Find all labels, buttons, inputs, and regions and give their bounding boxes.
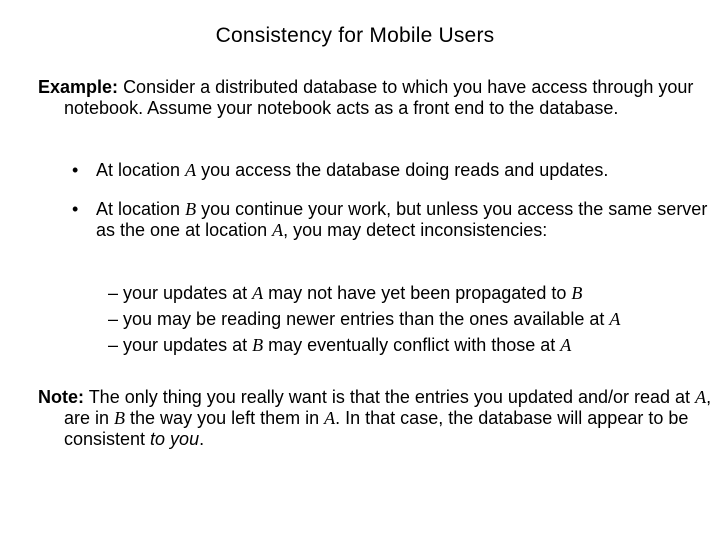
bullet-text: At location [96,160,186,180]
sub-item-text: your updates at [123,335,253,355]
example-lead: Example: [38,77,119,97]
sub-item-text: you may be reading newer entries than the ones available at [123,309,610,329]
sub-item-text: may not have yet been propagated to [263,283,572,303]
bullet-item [72,160,716,181]
location-variable: B [571,283,583,303]
sub-item-text: your updates at [123,283,253,303]
location-variable: A [185,160,197,180]
note-lead: Note: [38,387,84,407]
example-text: Consider a distributed database to which you have access through your notebook. Assume your notebook acts as a front end to the database. [64,77,694,118]
bullet-text: you continue your work, but unless you access the same server as the one at location [96,199,708,240]
location-variable: A [695,387,707,407]
bullet-item [72,199,716,241]
sub-item [108,309,698,330]
note-text: the way you left them in [125,408,325,428]
location-variable: B [185,199,197,219]
bullet-text: At location [96,199,186,219]
sub-item [108,335,698,356]
note-text: , are in [64,387,712,428]
note-paragraph [38,387,714,450]
bullet-marker: • [72,160,79,180]
location-variable: A [272,220,284,240]
location-variable: A [560,335,572,355]
location-variable: B [252,335,264,355]
sub-item [108,283,698,304]
slide-title: Consistency for Mobile Users [215,24,495,47]
sub-item-text: may eventually conflict with those at [263,335,561,355]
note-text: . [199,429,205,449]
bullet-marker: • [72,199,79,219]
location-variable: A [324,408,336,428]
dash-marker: – [108,309,119,329]
emphasis-text: to you [150,429,200,449]
bullet-text: , you may detect inconsistencies: [283,220,548,240]
bullet-text: you access the database doing reads and updates. [196,160,609,180]
location-variable: B [114,408,126,428]
note-text: The only thing you really want is that the entries you updated and/or read at [88,387,696,407]
note-text: . In that case, the database will appear to be consistent [64,408,689,449]
example-paragraph [38,77,714,119]
location-variable: A [252,283,264,303]
dash-marker: – [108,335,119,355]
location-variable: A [609,309,621,329]
dash-marker: – [108,283,119,303]
